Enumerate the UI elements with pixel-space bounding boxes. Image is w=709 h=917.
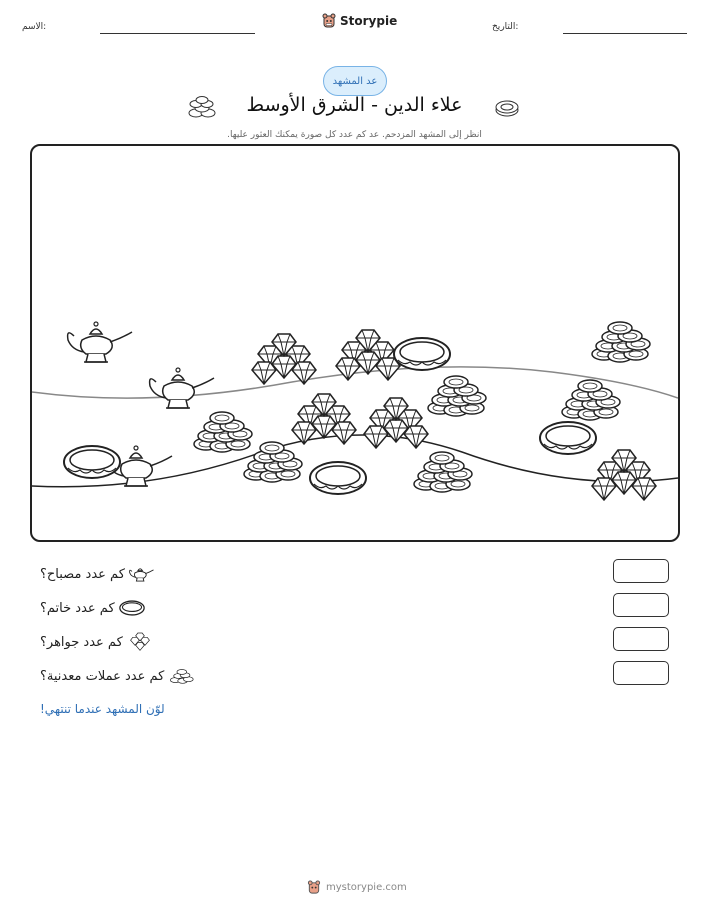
- scene-coins: [562, 380, 620, 420]
- question-jewels: [40, 630, 153, 654]
- question-text: كم عدد عملات معدنية؟: [40, 668, 165, 684]
- question-coins: [40, 664, 194, 688]
- question-text: كم عدد جواهر؟: [40, 634, 123, 650]
- scene-jewels: [252, 334, 316, 384]
- coins-icon: [168, 665, 194, 687]
- jewels-icon: [127, 631, 153, 653]
- scene-coins: [244, 442, 302, 482]
- footer: [307, 880, 407, 895]
- date-line[interactable]: [563, 33, 687, 34]
- scene-ring: [394, 338, 450, 370]
- counting-scene: [30, 144, 680, 542]
- answer-box-rings[interactable]: [613, 593, 669, 617]
- lamp-icon: [129, 563, 155, 585]
- scene-ring: [310, 462, 366, 494]
- scene-lamp: [150, 368, 214, 408]
- scene-jewels: [592, 450, 656, 500]
- instructions-text: انظر إلى المشهد المزدحم. عد كم عدد كل صورة يمكنك العثور عليها.: [227, 130, 482, 140]
- scene-coins: [414, 452, 472, 492]
- date-label: التاريخ:: [492, 22, 519, 32]
- ring-icon: [119, 597, 145, 619]
- question-text: كم عدد مصباح؟: [40, 566, 125, 582]
- scene-ring: [64, 446, 120, 478]
- footer-url[interactable]: mystorypie.com: [326, 882, 407, 893]
- coin-stack-icon: [492, 96, 522, 118]
- storypie-mascot-icon: [322, 13, 336, 29]
- activity-badge: عد المشهد: [323, 66, 387, 96]
- scene-coins: [428, 376, 486, 416]
- name-line[interactable]: [100, 33, 255, 34]
- scene-jewels: [336, 330, 400, 380]
- page-title: علاء الدين - الشرق الأوسط: [246, 94, 463, 116]
- question-text: كم عدد خاتم؟: [40, 600, 115, 616]
- brand-logo: [322, 13, 397, 29]
- scene-coins: [194, 412, 252, 452]
- answer-box-coins[interactable]: [613, 661, 669, 685]
- answer-box-lamps[interactable]: [613, 559, 669, 583]
- storypie-mascot-icon: [307, 880, 321, 895]
- question-rings: [40, 596, 145, 620]
- scene-jewels: [364, 398, 428, 448]
- scene-jewels: [292, 394, 356, 444]
- name-label: الاسم:: [22, 22, 47, 32]
- question-lamps: [40, 562, 155, 586]
- scene-illustration: [32, 146, 678, 540]
- answer-box-jewels[interactable]: [613, 627, 669, 651]
- brand-name: Storypie: [340, 14, 398, 28]
- scene-ring: [540, 422, 596, 454]
- scene-lamp: [68, 322, 132, 362]
- color-instruction: لوّن المشهد عندما تنتهي!: [40, 702, 165, 716]
- scene-coins: [592, 322, 650, 362]
